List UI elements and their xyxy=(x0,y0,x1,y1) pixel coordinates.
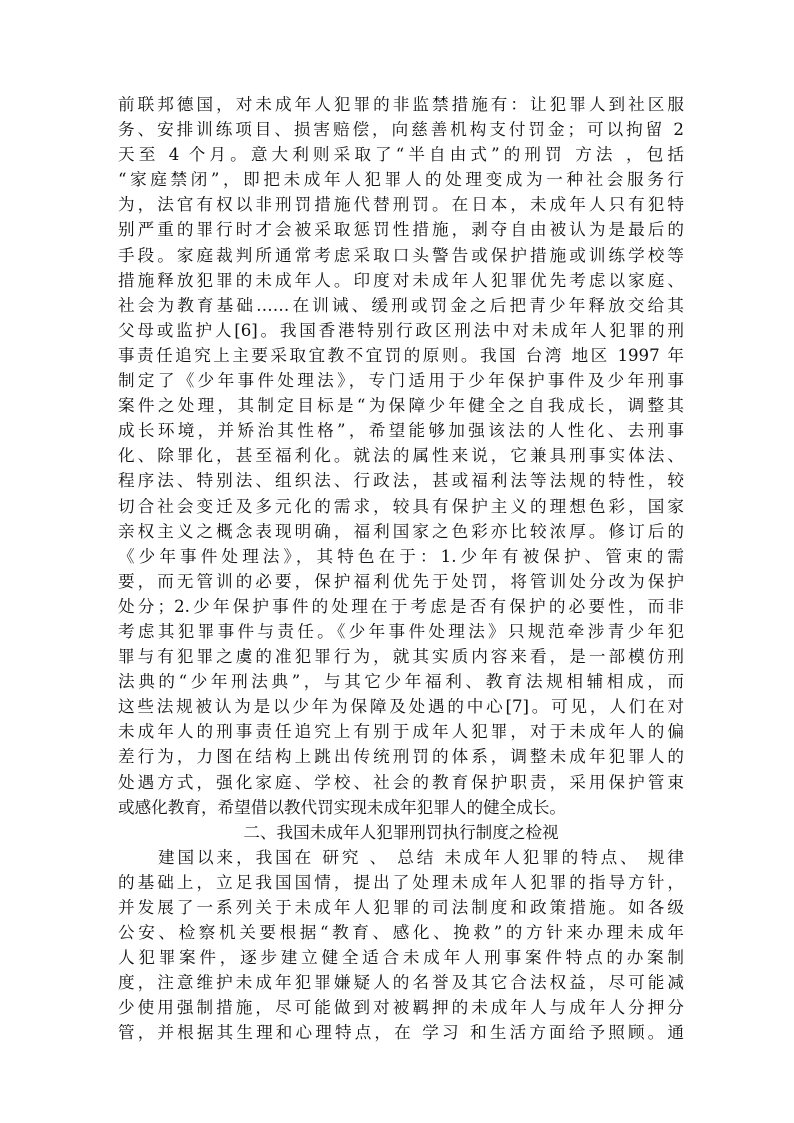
text-line: 手段。家庭裁判所通常考虑采取口头警告或保护措施或训练学校等 xyxy=(118,245,684,265)
text-line: 制定了《少年事件处理法》，专门适用于少年保护事件及少年刑事 xyxy=(118,371,684,391)
text-line: 少使用强制措施，尽可能做到对被羁押的未成年人与成年人分押分 xyxy=(118,998,684,1018)
text-line: 务、安排训练项目、损害赔偿，向慈善机构支付罚金；可以拘留 2 xyxy=(118,120,684,140)
text-line: 罪与有犯罪之虞的准犯罪行为，就其实质内容来看，是一部模仿刑 xyxy=(118,647,684,667)
text-line: 建国以来，我国在 研究 、 总结 未成年人犯罪的特点、 规律 xyxy=(158,847,684,867)
text-line: 亲权主义之概念表现明确，福利国家之色彩亦比较浓厚。修订后的 xyxy=(118,521,684,541)
text-line: 别严重的罪行时才会被采取惩罚性措施，剥夺自由被认为是最后的 xyxy=(118,220,684,240)
text-line: 差行为，力图在结构上跳出传统刑罚的体系，调整未成年犯罪人的 xyxy=(118,747,684,767)
text-line: 或感化教育，希望借以教代罚实现未成年犯罪人的健全成长。 xyxy=(118,797,567,817)
text-line: 考虑其犯罪事件与责任。《少年事件处理法》只规范牵涉青少年犯 xyxy=(118,621,684,641)
text-line: 并发展了一系列关于未成年人犯罪的司法制度和政策措施。如各级 xyxy=(118,898,684,917)
text-line: 管，并根据其生理和心理特点，在 学习 和生活方面给予照顾。通 xyxy=(118,1023,684,1043)
text-line: 的基础上，立足我国国情，提出了处理未成年人犯罪的指导方针， xyxy=(118,872,684,892)
text-line: 这些法规被认为是以少年为保障及处遇的中心[7]。可见，人们在对 xyxy=(118,697,684,717)
text-line: 程序法、特别法、组织法、行政法，甚或福利法等法规的特性，较 xyxy=(118,471,684,491)
text-line: 未成年人的刑事责任追究上有别于成年人犯罪，对于未成年人的偏 xyxy=(118,722,684,742)
text-line: “家庭禁闭”，即把未成年人犯罪人的处理变成为一种社会服务行 xyxy=(118,170,684,190)
text-line: 处遇方式，强化家庭、学校、社会的教育保护职责，采用保护管束 xyxy=(118,772,684,792)
text-line: 化、除罪化，甚至福利化。就法的属性来说，它兼具刑事实体法、 xyxy=(118,446,684,466)
text-line: 《少年事件处理法》，其特色在于：1.少年有被保护、管束的需 xyxy=(118,546,684,566)
text-line: 公安、检察机关要根据“教育、感化、挽救”的方针来办理未成年 xyxy=(118,923,684,943)
text-line: 父母或监护人[6]。我国香港特别行政区刑法中对未成年人犯罪的刑 xyxy=(118,320,684,340)
text-line: 成长环境，并矫治其性格”，希望能够加强该法的人性化、去刑事 xyxy=(118,421,684,441)
text-line: 措施释放犯罪的未成年人。印度对未成年人犯罪优先考虑以家庭、 xyxy=(118,270,684,290)
text-line: 处分；2.少年保护事件的处理在于考虑是否有保护的必要性，而非 xyxy=(118,596,684,616)
section-heading: 二、我国未成年人犯罪刑罚执行制度之检视 xyxy=(243,822,559,842)
text-line: 法典的“少年刑法典”，与其它少年福利、教育法规相辅相成，而 xyxy=(118,672,684,692)
text-line: 前联邦德国，对未成年人犯罪的非监禁措施有：让犯罪人到社区服 xyxy=(118,95,684,114)
paragraph-china-history xyxy=(118,845,684,1046)
paragraph-comparative-law xyxy=(118,92,684,820)
text-line: 度，注意维护未成年犯罪嫌疑人的名誉及其它合法权益，尽可能减 xyxy=(118,973,684,993)
text-line: 人犯罪案件，逐步建立健全适合未成年人刑事案件特点的办案制 xyxy=(118,948,684,968)
text-line: 社会为教育基础……在训诫、缓刑或罚金之后把青少年释放交给其 xyxy=(118,295,684,315)
text-line: 要，而无管训的必要，保护福利优先于处罚，将管训处分改为保护 xyxy=(118,571,684,591)
text-line: 案件之处理，其制定目标是“为保障少年健全之自我成长，调整其 xyxy=(118,396,684,416)
text-line: 事责任追究上主要采取宜教不宜罚的原则。我国 台湾 地区 1997 年 xyxy=(118,345,684,365)
text-line: 为，法官有权以非刑罚措施代替刑罚。在日本，未成年人只有犯特 xyxy=(118,195,684,215)
document-page xyxy=(118,92,684,1046)
text-line: 天至 4 个月。意大利则采取了“半自由式”的刑罚 方法 ，包括 xyxy=(118,145,684,165)
text-line: 切合社会变迁及多元化的需求，较具有保护主义的理想色彩，国家 xyxy=(118,496,684,516)
